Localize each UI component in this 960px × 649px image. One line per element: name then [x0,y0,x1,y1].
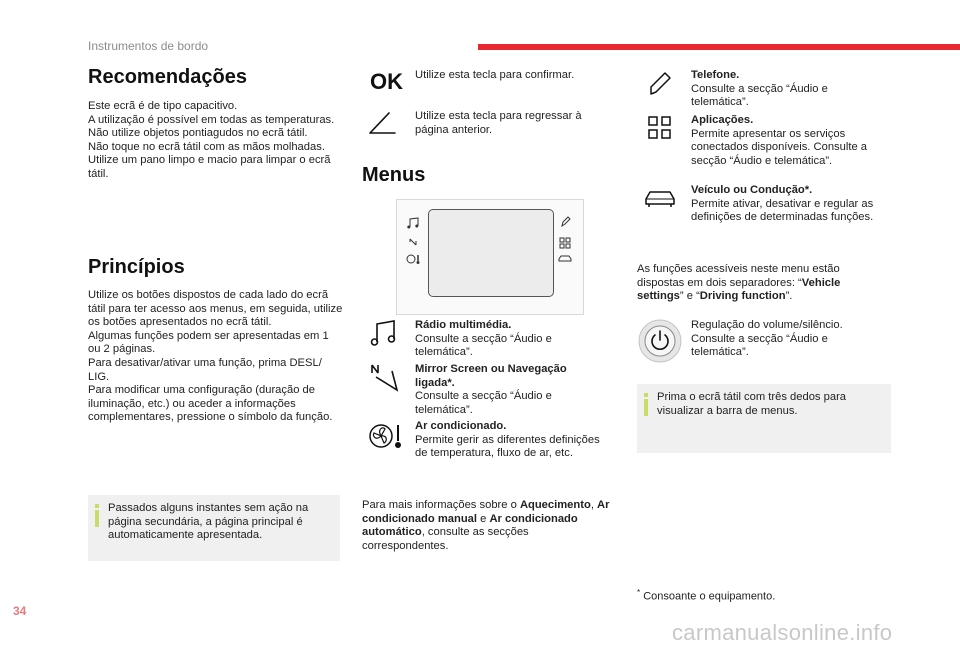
menu-item-title: Telefone. [691,69,740,81]
touchscreen-display [428,209,554,297]
info-note-box [88,495,340,561]
menu-item-radio[interactable] [415,319,605,360]
more-info-sep: e [477,512,490,525]
apps-grid-icon [559,237,571,249]
footnote-text: Consoante o equipamento. [643,590,776,603]
recommendations-heading: Recomendações [88,66,247,88]
more-info-manual-ac: Ar condicionado manual [362,499,610,525]
music-note-icon [406,217,420,229]
menus-heading: Menus [362,164,426,186]
music-note-icon [370,320,398,346]
menu-item-air-conditioning[interactable] [415,420,605,461]
footnote-mark: * [637,588,641,597]
vehicle-menu-note [637,263,887,304]
menu-item-description: Permite apresentar os serviços conectados disponíveis. Consulte a secção “Áudio e telemática”. [691,127,868,167]
info-icon [95,504,99,527]
power-volume-knob-icon [637,318,683,364]
navigation-icon [370,363,400,393]
apps-grid-icon [648,116,672,140]
recommendations-text [88,100,343,182]
vehicle-note-prefix: As funções acessíveis neste menu estão dispostas em dois separadores: “ [637,263,840,289]
principles-heading: Princípios [88,256,185,278]
recommendation-line: Este ecrã é de tipo capacitivo. [88,100,238,112]
fan-temperature-icon [368,421,404,451]
fan-temperature-icon [406,253,422,265]
footnote [637,588,775,603]
menu-item-description: Consulte a secção “Áudio e telemática”. [415,332,552,359]
menu-item-applications[interactable] [691,114,881,168]
car-icon [558,254,572,264]
recommendation-line: Não utilize objetos pontiagudos no ecrã tátil. [88,127,308,140]
back-key-description: Utilize esta tecla para regressar à página anterior. [415,110,582,136]
menu-item-telephone[interactable] [691,69,881,110]
info-note-text: Prima o ecrã tátil com três dedos para visualizar a barra de menus. [657,391,847,417]
principle-line: Para modificar uma configuração (duração de iluminação, etc.) ou aceder a informações complementares, pressione o símbolo da função. [88,384,333,424]
more-info-suffix: , consulte as secções correspondentes. [362,526,529,552]
page-number: 34 [13,604,27,618]
menu-item-title: Ar condicionado. [415,420,507,432]
section-title: Instrumentos de bordo [88,39,209,53]
volume-knob-description: Regulação do volume/silêncio. Consulte a secção “Áudio e telemática”. [691,319,843,359]
recommendation-line: Utilize um pano limpo e macio para limpar o ecrã tátil. [88,154,331,180]
ok-key-description: Utilize esta tecla para confirmar. [415,69,575,81]
more-info-auto-ac: Ar condicionado automático [362,512,578,539]
more-info-sep: , [590,499,598,511]
recommendation-line: A utilização é possível em todas as temperaturas. [88,113,335,126]
header-accent-bar [478,44,960,50]
more-info-text [362,499,617,553]
back-arrow-icon [367,110,397,136]
principles-text [88,289,343,425]
info-icon [644,393,648,416]
menu-item-mirror-screen[interactable] [415,363,605,417]
menu-item-vehicle[interactable] [691,184,881,225]
menu-item-title: Mirror Screen ou Navegação ligada*. [415,363,567,389]
menu-item-description: Permite ativar, desativar e regular as definições de determinadas funções. [691,197,874,224]
navigation-icon [408,237,418,247]
watermark: carmanualsonline.info [672,620,893,645]
menu-item-title: Veículo ou Condução*. [691,184,813,196]
menu-item-title: Rádio multimédia. [415,319,512,331]
vehicle-note-suffix: ”. [785,290,793,303]
principle-line: Utilize os botões dispostos de cada lado do ecrã tátil para ter acesso aos menus, em seguida, utilize os botões apresentados no ecrã tátil. [88,289,343,329]
vehicle-settings-tab: Vehicle settings [637,276,841,303]
principle-line: Para desativar/ativar uma função, prima DESL/ LIG. [88,356,322,383]
menu-item-description: Consulte a secção “Áudio e telemática”. [415,390,552,416]
driving-function-tab: Driving function [699,290,786,303]
info-note-box [637,384,891,453]
menu-item-description: Permite gerir as diferentes definições de temperatura, fluxo de ar, etc. [415,433,600,460]
vehicle-note-mid: ” e “ [679,290,700,303]
touchscreen-illustration [396,199,584,315]
principle-line: Algumas funções podem ser apresentadas em 1 ou 2 páginas. [88,329,329,356]
recommendation-line: Não toque no ecrã tátil com as mãos molhadas. [88,140,325,153]
menu-item-description: Consulte a secção “Áudio e telemática”. [691,82,828,109]
menu-item-title: Aplicações. [691,114,754,126]
phone-icon [560,216,572,228]
info-note-text: Passados alguns instantes sem ação na página secundária, a página principal é automaticamente apresentada. [108,502,309,542]
more-info-prefix: Para mais informações sobre o [362,499,520,511]
ok-key-icon: OK [370,69,403,94]
car-icon [644,188,676,210]
more-info-heating: Aquecimento [519,499,591,511]
phone-icon [647,70,673,96]
